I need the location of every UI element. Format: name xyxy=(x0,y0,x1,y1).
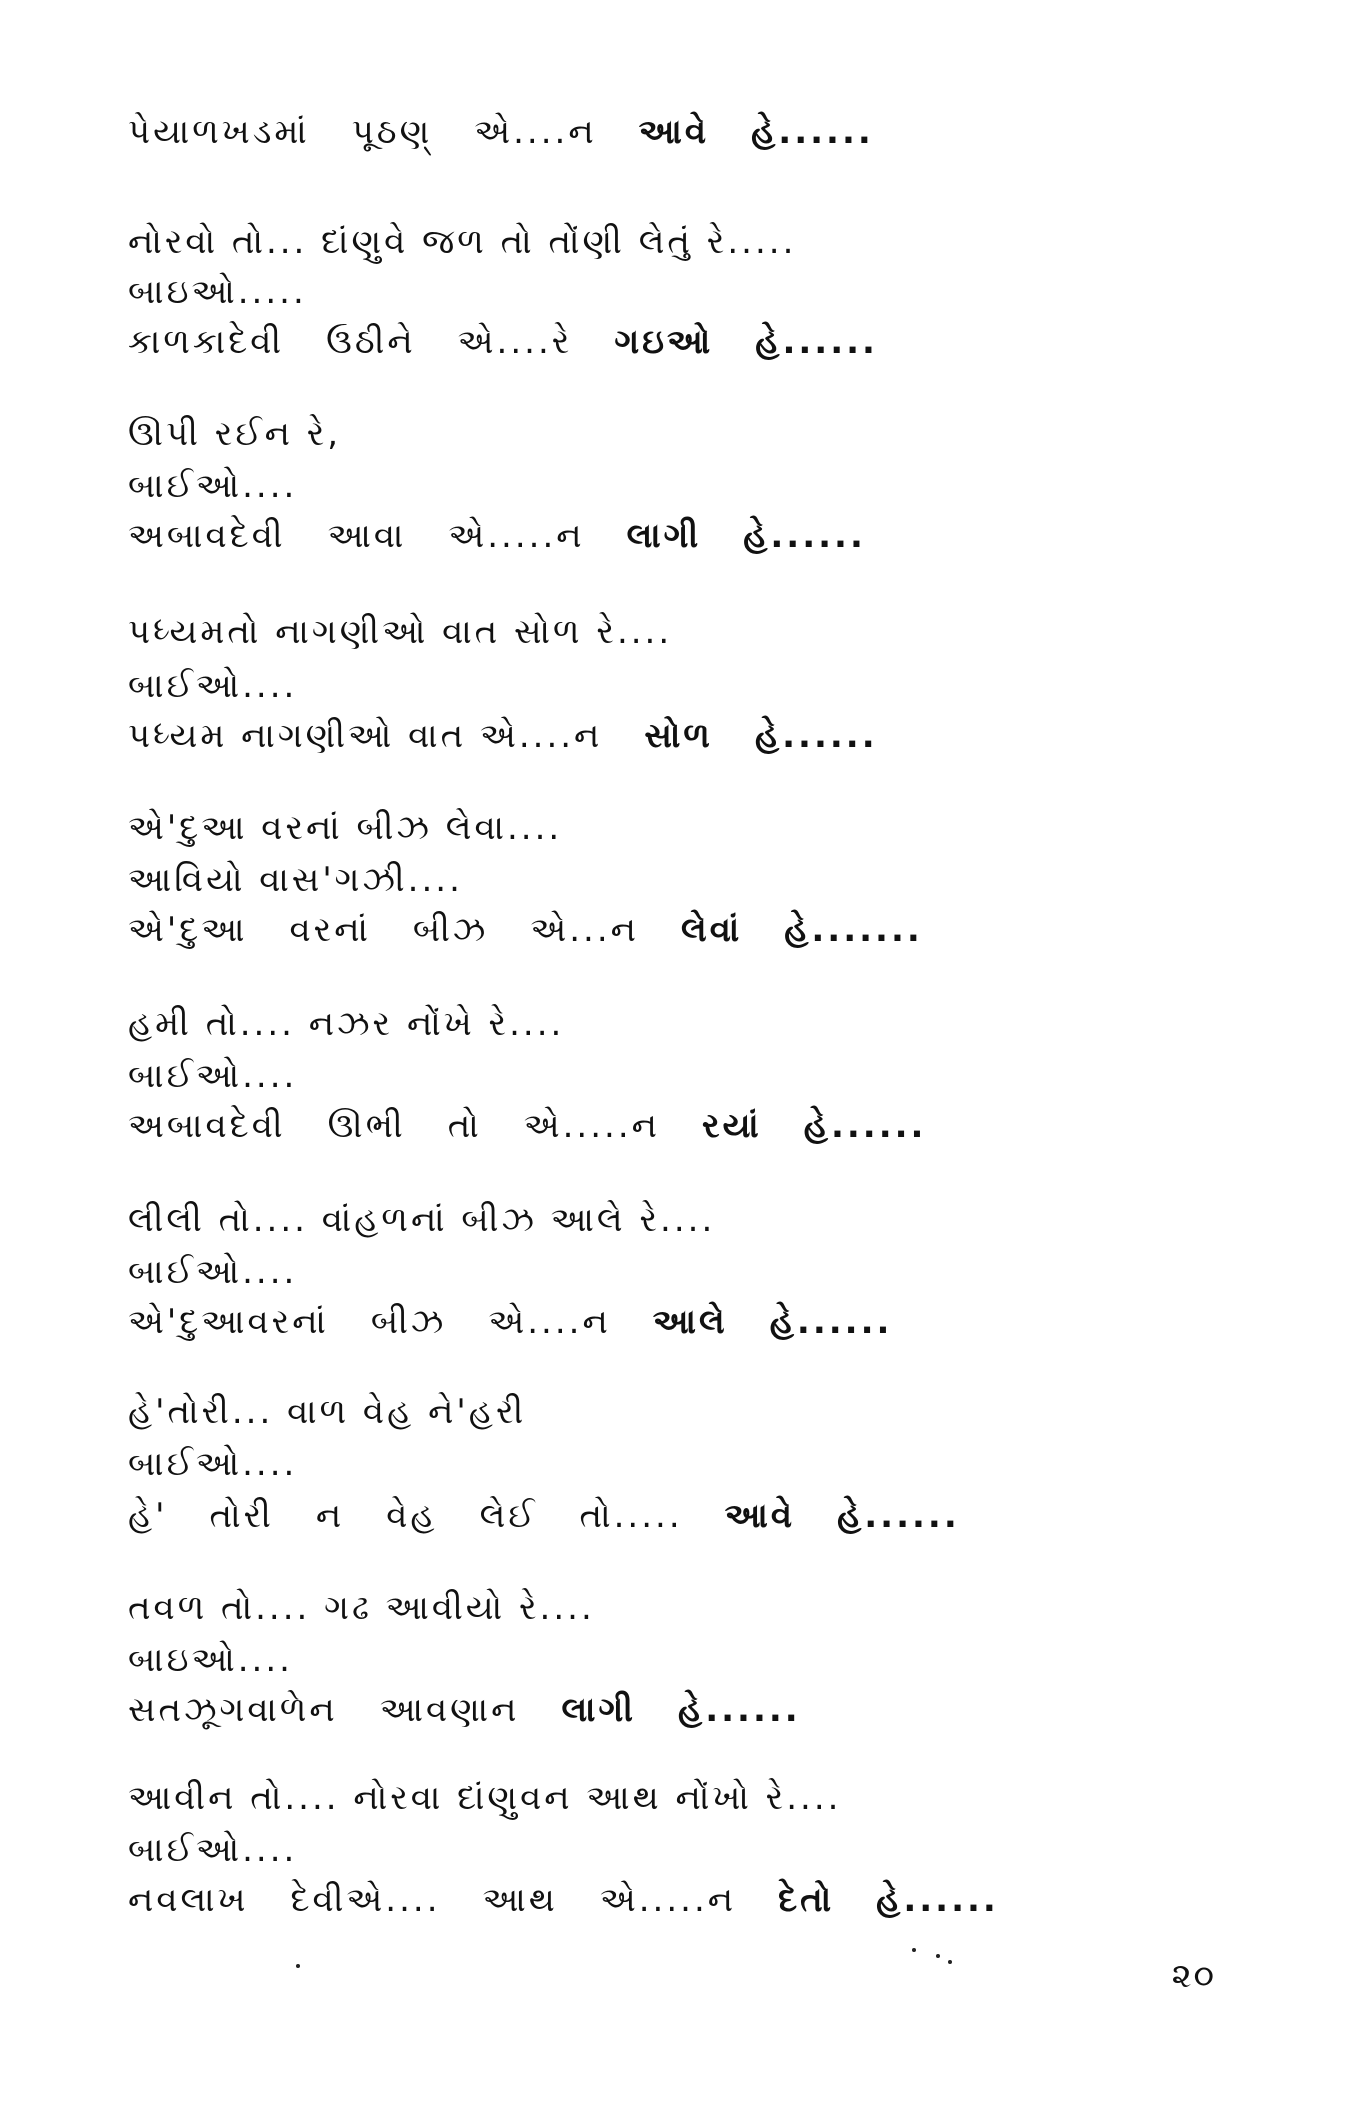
line-word: ન xyxy=(315,1496,345,1536)
verse-line xyxy=(128,1000,564,1048)
line-word: હે...... xyxy=(755,322,878,362)
line-word: એ.....ન xyxy=(599,1880,737,1920)
line-word: બાઇઓ..... xyxy=(128,272,307,312)
line-word: આથ xyxy=(482,1880,558,1920)
line-word: બીઝ xyxy=(370,1302,447,1342)
verse-line xyxy=(128,1876,999,1924)
line-word: આવા xyxy=(327,516,407,556)
line-word: હે...... xyxy=(803,1106,927,1146)
line-word: હે...... xyxy=(837,1496,960,1536)
verse-line xyxy=(128,1636,293,1684)
line-word: દેતો xyxy=(778,1880,835,1920)
print-speck xyxy=(948,1960,952,1964)
line-word: લીલી તો.... વાંહળનાં બીઝ આલે રે.... xyxy=(128,1200,716,1240)
line-word: ઉઠીને xyxy=(326,322,416,362)
line-word: નોરવો તો... દાંણુવે જળ તો તોંણી લેતું રે..... xyxy=(128,222,797,262)
print-speck xyxy=(912,1948,916,1952)
line-word: બાઈઓ.... xyxy=(128,1252,298,1292)
line-word: લાગી xyxy=(561,1690,637,1730)
line-word: હે...... xyxy=(769,1302,893,1342)
line-word: હમી તો.... નઝર નોંખે રે.... xyxy=(128,1004,565,1044)
verse-line xyxy=(128,1440,297,1488)
line-word: હે...... xyxy=(751,112,874,152)
line-word: એ....રે xyxy=(457,322,573,362)
verse-line xyxy=(128,712,878,760)
verse-line xyxy=(128,1052,297,1100)
line-word: એ'દુઆ વરનાં બીઝ લેવા.... xyxy=(128,808,563,848)
line-word: એ...ન xyxy=(530,910,639,950)
verse-line xyxy=(128,1388,526,1436)
line-word: વેહ xyxy=(386,1496,438,1536)
print-speck xyxy=(296,1964,300,1968)
verse-line xyxy=(128,662,297,710)
line-word: હે...... xyxy=(754,716,878,756)
line-word: સતઝૂગવાળેન xyxy=(128,1690,338,1730)
line-word: એ....ન xyxy=(474,112,597,152)
line-word: લાગી xyxy=(626,516,702,556)
line-word: સોળ xyxy=(644,716,713,756)
line-word: આવે xyxy=(724,1496,796,1536)
verse-line xyxy=(128,410,341,458)
line-word: રયાં xyxy=(702,1106,762,1146)
verse-line xyxy=(128,1686,801,1734)
line-word: હે...... xyxy=(743,516,866,556)
line-word: એ.....ન xyxy=(448,516,585,556)
line-word: તો..... xyxy=(579,1496,683,1536)
line-word: હે...... xyxy=(678,1690,801,1730)
verse-line xyxy=(128,1248,297,1296)
verse-line xyxy=(128,1492,960,1540)
line-word: કાળકાદેવી xyxy=(128,322,285,362)
line-word: આવણાન xyxy=(379,1690,520,1730)
line-word: બાઈઓ.... xyxy=(128,1444,298,1484)
verse-line xyxy=(128,462,297,510)
verse-line xyxy=(128,218,796,266)
line-word: આવીન તો.... નોરવા દાંણુવન આથ નોંખો રે.... xyxy=(128,1778,842,1818)
line-word: તો xyxy=(447,1106,482,1146)
line-word: હે....... xyxy=(784,910,923,950)
line-word: આલે xyxy=(652,1302,728,1342)
page-number: ૨૦ xyxy=(1171,1956,1216,1996)
verse-line xyxy=(128,856,463,904)
verse-line xyxy=(128,608,672,656)
line-word: વરનાં xyxy=(289,910,371,950)
line-word: આવે xyxy=(638,112,710,152)
verse-line xyxy=(128,804,562,852)
line-word: એ'દુઆ xyxy=(128,910,248,950)
verse-line xyxy=(128,1196,715,1244)
verse-line xyxy=(128,318,878,366)
verse-line xyxy=(128,512,866,560)
verse-line xyxy=(128,1102,926,1150)
line-word: લેઈ xyxy=(479,1496,538,1536)
print-speck xyxy=(936,1954,940,1958)
line-word: પૂઠણ્ xyxy=(351,112,433,152)
line-word: લેવાં xyxy=(681,910,743,950)
line-word: ગઇઓ xyxy=(614,322,714,362)
line-word: બાઈઓ.... xyxy=(128,666,298,706)
line-word: પેયાળખડમાં xyxy=(128,112,310,152)
line-word: હે'તોરી... વાળ વેહ ને'હરી xyxy=(128,1392,527,1432)
line-word: બાઈઓ.... xyxy=(128,466,298,506)
verse-line xyxy=(128,268,307,316)
line-word: બાઈઓ.... xyxy=(128,1830,298,1870)
line-word: એ.....ન xyxy=(523,1106,660,1146)
line-word: એ'દુઆવરનાં xyxy=(128,1302,329,1342)
line-word: ઊપી રઈન રે, xyxy=(128,414,342,454)
line-word: દેવીએ.... xyxy=(290,1880,441,1920)
line-word: હે...... xyxy=(876,1880,999,1920)
line-word: તવળ તો.... ગઢ આવીયો રે.... xyxy=(128,1588,595,1628)
line-word: બીઝ xyxy=(412,910,489,950)
line-word: ઊભી xyxy=(327,1106,406,1146)
verse-line xyxy=(128,1298,892,1346)
line-word: અબાવદેવી xyxy=(128,516,286,556)
line-word: પધ્યમતો નાગણીઓ વાત સોળ રે.... xyxy=(128,612,673,652)
verse-line xyxy=(128,1826,297,1874)
verse-line xyxy=(128,906,923,954)
verse-line xyxy=(128,1584,595,1632)
verse-line xyxy=(128,1774,841,1822)
line-word: નવલાખ xyxy=(128,1880,249,1920)
line-word: હે' xyxy=(128,1496,168,1536)
line-word: તોરી xyxy=(209,1496,274,1536)
line-word: એ....ન xyxy=(488,1302,611,1342)
line-word: અબાવદેવી xyxy=(128,1106,286,1146)
line-word: પધ્યમ નાગણીઓ વાત એ....ન xyxy=(128,716,603,756)
line-word: આવિયો વાસ'ગઝી.... xyxy=(128,860,463,900)
line-word: બાઈઓ.... xyxy=(128,1056,298,1096)
line-word: બાઇઓ.... xyxy=(128,1640,293,1680)
verse-line xyxy=(128,108,874,156)
